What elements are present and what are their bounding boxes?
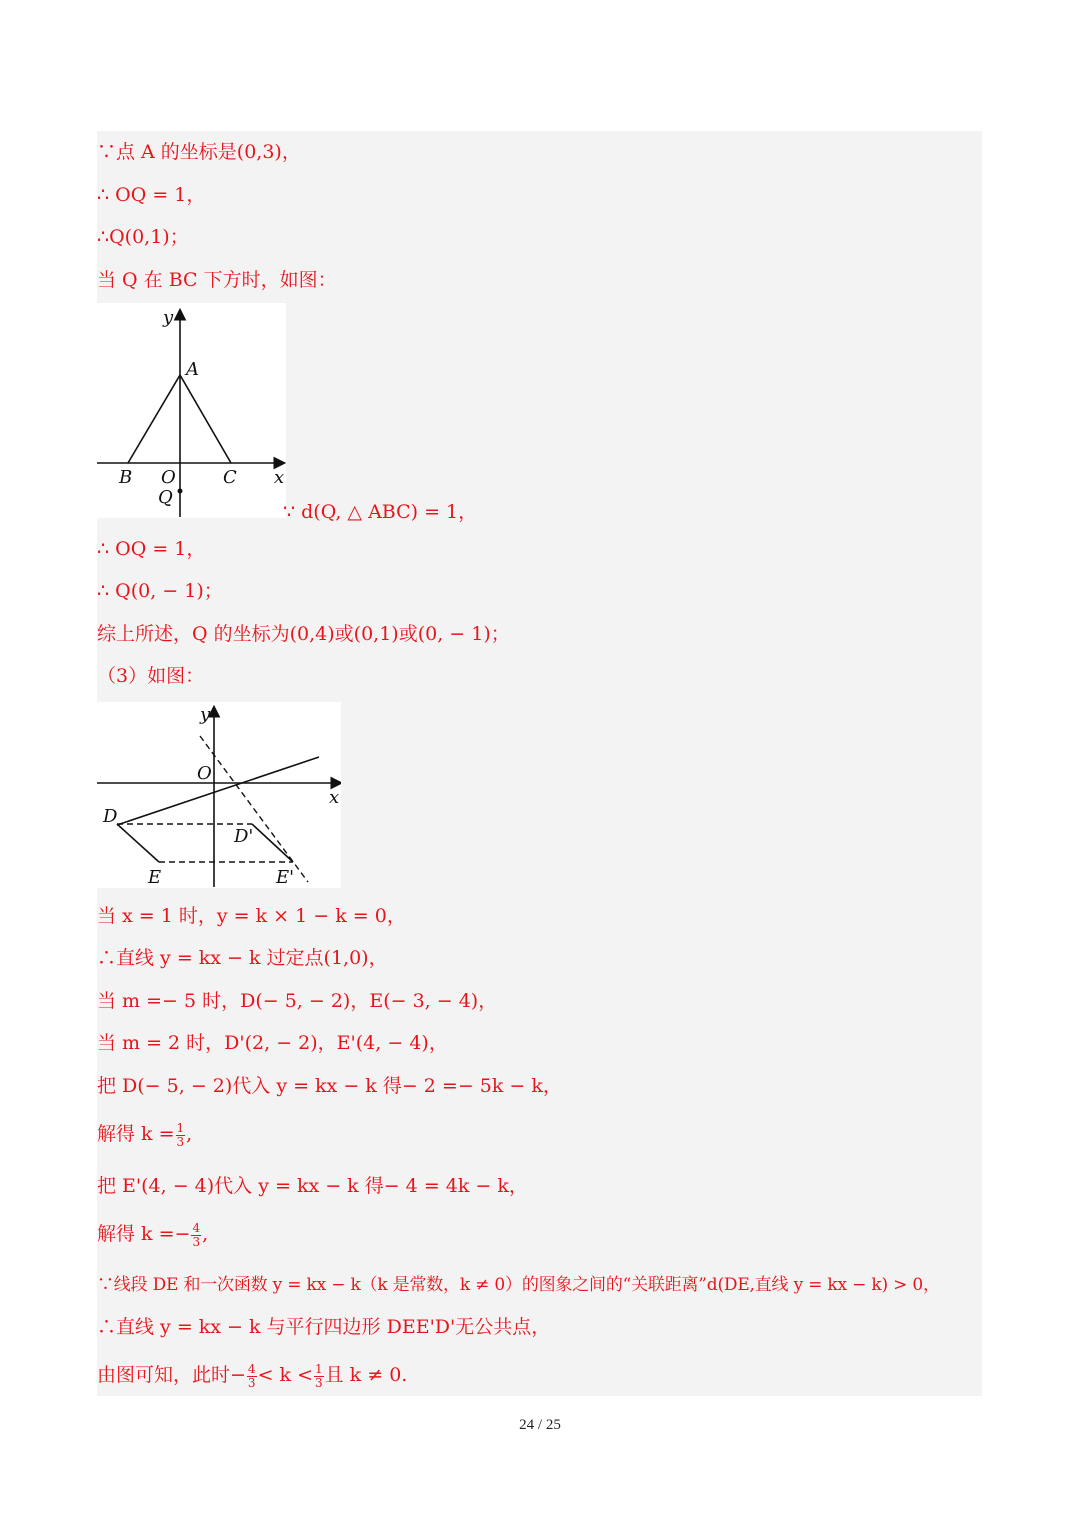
text: 解得 k =− — [97, 1223, 191, 1245]
numerator: 1 — [315, 1361, 323, 1376]
page-number: 24 / 25 — [519, 1417, 561, 1433]
label-x: x — [274, 467, 285, 488]
fraction — [247, 1363, 257, 1390]
text-line: ∵点 A 的坐标是(0,3)， — [97, 141, 301, 163]
denominator: 3 — [315, 1375, 323, 1390]
text: 解得 k = — [97, 1123, 175, 1145]
text-line: ∴直线 y = kx − k 过定点(1,0)， — [97, 947, 388, 969]
text-line: ∴ OQ = 1， — [97, 184, 206, 206]
label-C: C — [223, 467, 237, 488]
text-line-fraction — [97, 1362, 407, 1390]
text-line: ∴ Q(0, − 1)； — [97, 580, 223, 602]
text-line: 当 Q 在 BC 下方时，如图： — [97, 269, 337, 291]
text-line: 当 m =− 5 时，D(− 5, − 2)，E(− 3, − 4)， — [97, 990, 498, 1012]
text-line: ∵线段 DE 和一次函数 y = kx − k（k 是常数，k ≠ 0）的图象之间的“关联距离”d(DE,直线 y = kx − k) > 0， — [97, 1275, 940, 1295]
label-Q: Q — [158, 487, 173, 508]
label-D: D — [103, 806, 118, 827]
fraction — [191, 1222, 201, 1249]
figure-triangle — [97, 303, 286, 518]
text-line: 综上所述，Q 的坐标为(0,4)或(0,1)或(0, − 1)； — [97, 623, 510, 645]
text-line: ∴直线 y = kx − k 与平行四边形 DEE'D'无公共点， — [97, 1316, 551, 1338]
label-Ep: E' — [276, 867, 295, 888]
text-line: ∴Q(0,1)； — [97, 226, 189, 248]
denominator: 3 — [247, 1375, 256, 1390]
text: 且 k ≠ 0. — [324, 1364, 408, 1386]
segment-DE — [117, 824, 159, 862]
text-line: 把 E'(4, − 4)代入 y = kx − k 得− 4 = 4k − k， — [97, 1175, 528, 1197]
text: , — [202, 1223, 209, 1245]
label-B: B — [119, 467, 133, 488]
text-line: 当 m = 2 时，D'(2, − 2)，E'(4, − 4)， — [97, 1032, 448, 1054]
segment-AB — [128, 375, 180, 463]
fraction — [176, 1122, 186, 1149]
figure-parallelogram — [97, 702, 341, 888]
text-line-fraction — [97, 1221, 208, 1249]
label-y: y — [163, 307, 174, 328]
segment-DpEp — [252, 824, 293, 862]
text: , — [186, 1123, 193, 1145]
label-E: E — [148, 867, 162, 888]
denominator: 3 — [192, 1234, 201, 1249]
line-kx-minus-k — [117, 757, 319, 825]
text-line: ∴ OQ = 1， — [97, 538, 206, 560]
numerator: 4 — [247, 1361, 256, 1376]
solution-block — [97, 131, 982, 1396]
numerator: 1 — [176, 1120, 185, 1135]
text-line: ∵ d(Q, △ ABC) = 1， — [283, 501, 478, 523]
label-x: x — [329, 787, 340, 808]
segment-AC — [180, 375, 231, 463]
label-O: O — [197, 763, 212, 784]
point-Q — [178, 489, 183, 494]
numerator: 4 — [192, 1220, 201, 1235]
label-A: A — [186, 359, 199, 380]
text-line-fraction — [97, 1121, 192, 1149]
text-line: （3）如图： — [97, 665, 205, 687]
label-Dp: D' — [234, 826, 254, 847]
text: < k < — [257, 1364, 313, 1386]
text-line: 当 x = 1 时，y = k × 1 − k = 0， — [97, 905, 406, 927]
fraction — [314, 1363, 324, 1390]
text-line: 把 D(− 5, − 2)代入 y = kx − k 得− 2 =− 5k − k， — [97, 1075, 562, 1097]
text: 由图可知，此时− — [97, 1364, 246, 1386]
label-y: y — [200, 704, 211, 725]
denominator: 3 — [176, 1134, 185, 1149]
label-O: O — [161, 467, 176, 488]
